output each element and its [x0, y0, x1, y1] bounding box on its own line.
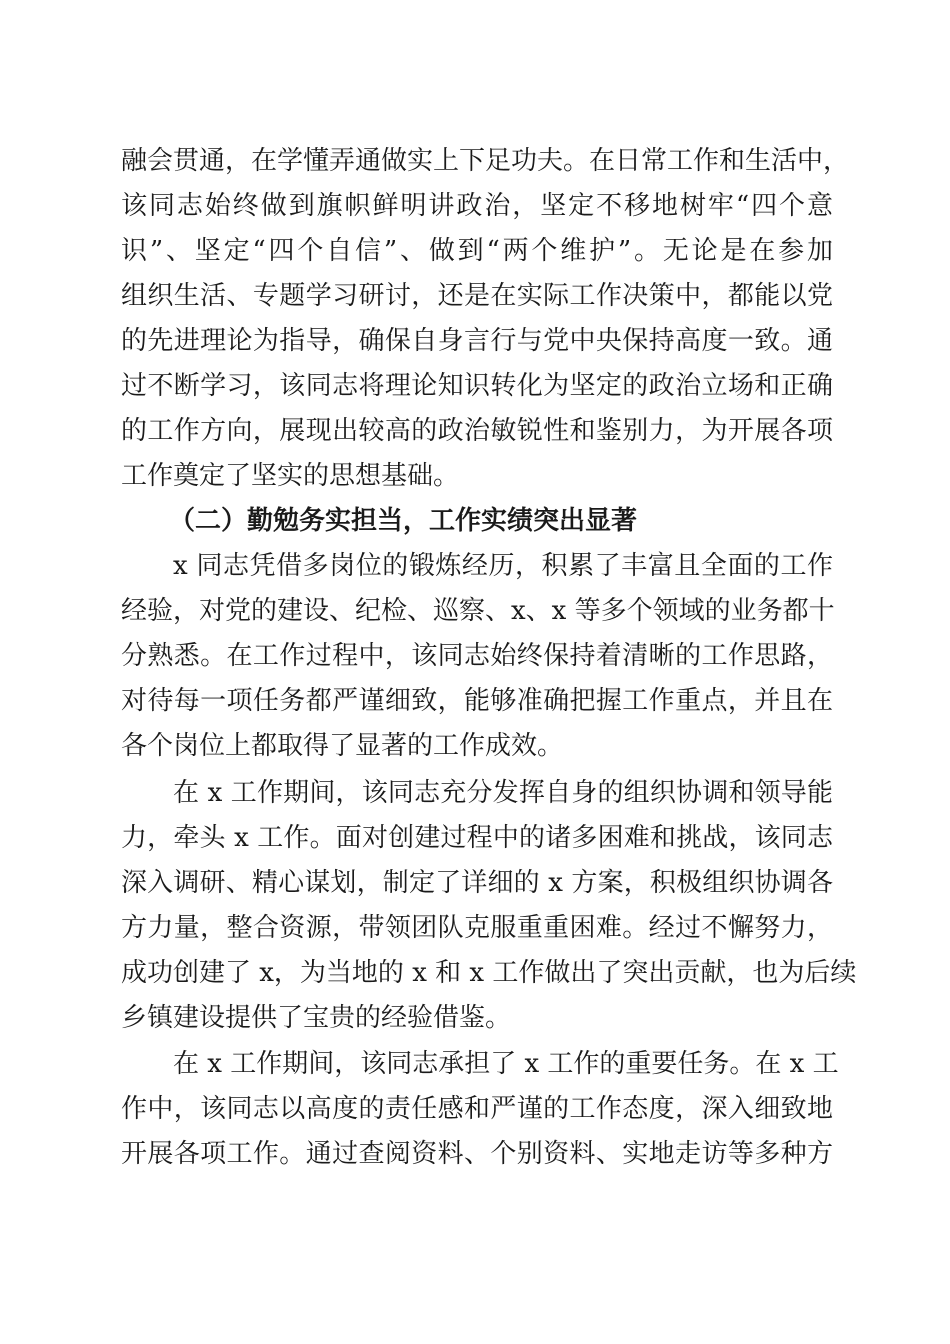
text-line: x 同志凭借多岗位的锻炼经历，积累了丰富且全面的工作: [173, 551, 833, 581]
text-line: 组织生活、专题学习研讨，还是在实际工作决策中，都能以党: [121, 281, 833, 311]
text-line: 深入调研、精心谋划，制定了详细的 x 方案，积极组织协调各: [121, 867, 833, 898]
text-line: 对待每一项任务都严谨细致，能够准确把握工作重点，并且在: [121, 686, 833, 716]
text-line: 力，牵头 x 工作。面对创建过程中的诸多困难和挑战，该同志: [121, 822, 833, 853]
document-body: [121, 139, 857, 1177]
text-line: 的工作方向，展现出较高的政治敏锐性和鉴别力，为开展各项: [121, 416, 833, 446]
paragraph-responsibility: [121, 1042, 839, 1177]
paragraph-political-theory: [121, 139, 850, 499]
text-line: 识”、坚定“四个自信”、做到“两个维护”。无论是在参加: [121, 236, 833, 266]
text-line: 在 x 工作期间，该同志充分发挥自身的组织协调和领导能: [173, 777, 833, 808]
text-line: 开展各项工作。通过查阅资料、个别资料、实地走访等多种方: [121, 1139, 833, 1169]
text-line: 在 x 工作期间，该同志承担了 x 工作的重要任务。在 x 工: [173, 1049, 839, 1079]
text-line: 的先进理论为指导，确保自身言行与党中央保持高度一致。通: [121, 326, 833, 356]
text-line: 成功创建了 x，为当地的 x 和 x 工作做出了突出贡献，也为后续: [121, 957, 857, 988]
text-line: 该同志始终做到旗帜鲜明讲政治，坚定不移地树牢“四个意: [121, 191, 833, 221]
text-line: 经验，对党的建设、纪检、巡察、x、x 等多个领域的业务都十: [121, 596, 835, 626]
text-line: 工作奠定了坚实的思想基础。: [121, 461, 460, 491]
section-heading: （二）勤勉务实担当，工作实绩突出显著: [169, 506, 638, 536]
text-line: 乡镇建设提供了宝贵的经验借鉴。: [121, 1002, 512, 1033]
paragraph-organization: [121, 771, 857, 1041]
text-line: 分熟悉。在工作过程中，该同志始终保持着清晰的工作思路，: [121, 641, 833, 671]
text-line: 各个岗位上都取得了显著的工作成效。: [121, 731, 564, 761]
text-line: 融会贯通，在学懂弄通做实上下足功夫。在日常工作和生活中，: [121, 146, 850, 176]
text-line: 作中，该同志以高度的责任感和严谨的工作态度，深入细致地: [121, 1094, 833, 1124]
text-line: 过不断学习，该同志将理论知识转化为坚定的政治立场和正确: [121, 371, 833, 401]
paragraph-work-experience: [121, 544, 833, 769]
text-line: 方力量，整合资源，带领团队克服重重困难。经过不懈努力，: [121, 912, 833, 943]
